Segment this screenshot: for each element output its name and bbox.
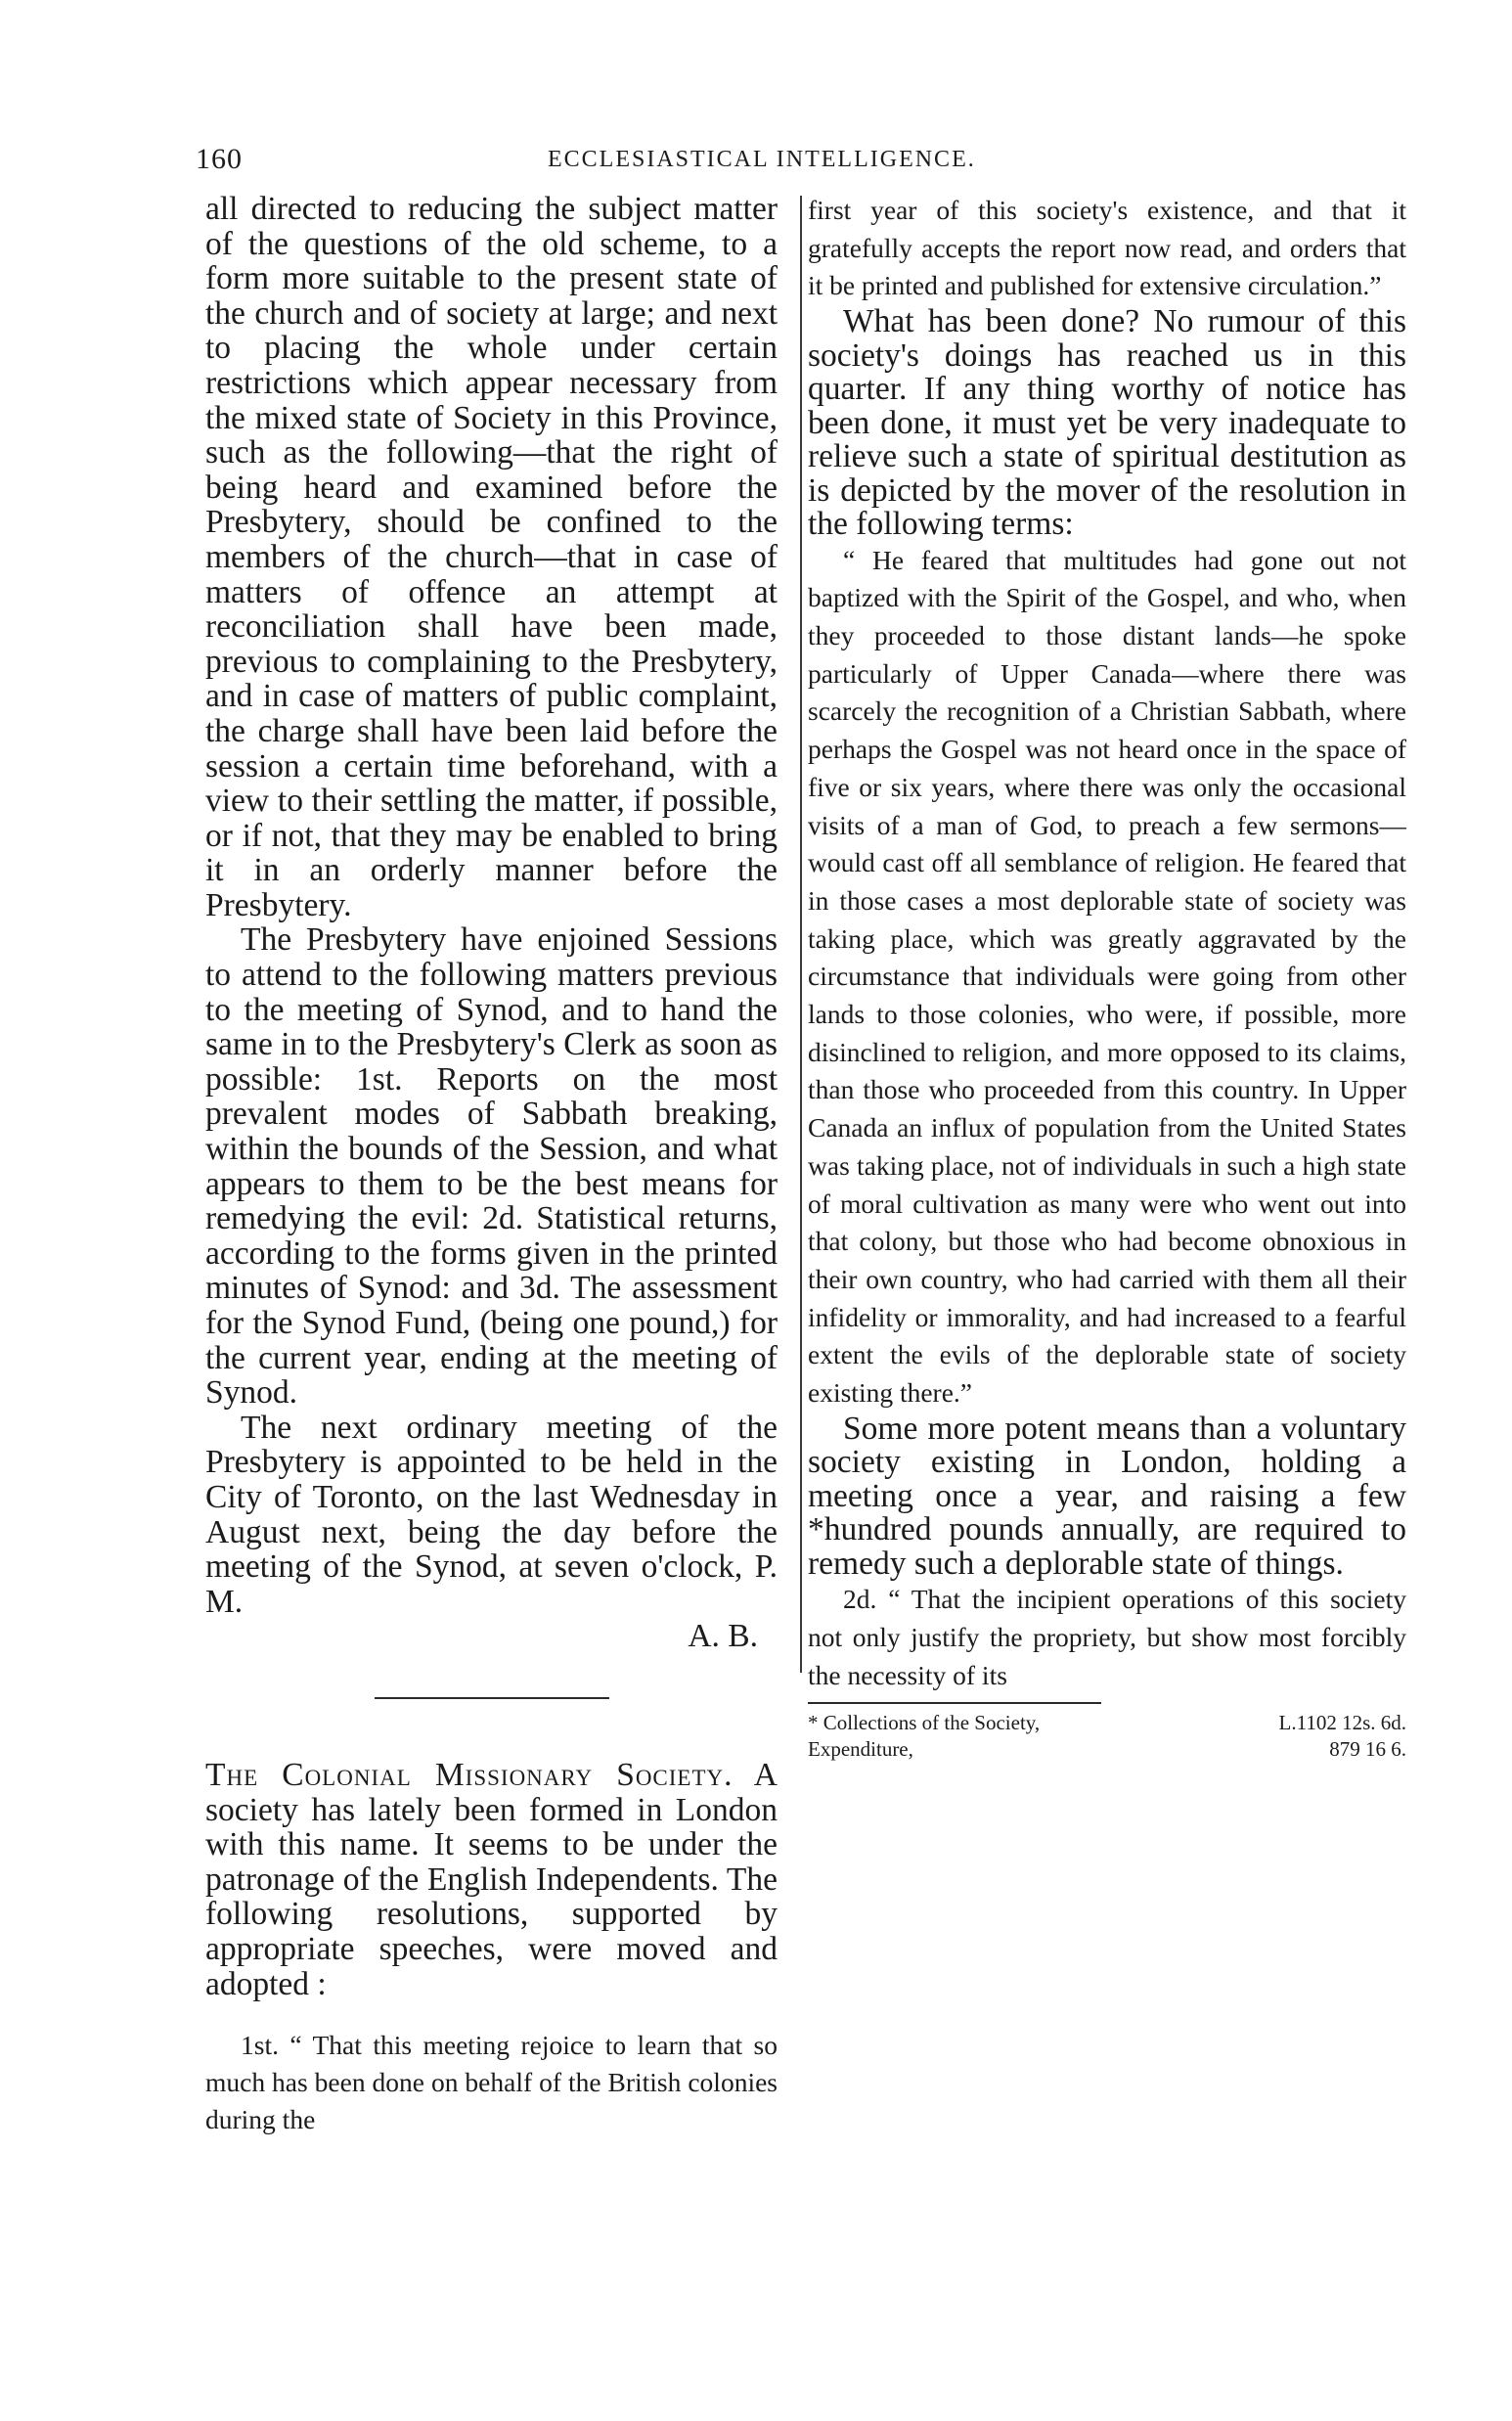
signature: A. B.	[688, 1618, 758, 1655]
footnote-expenditure-label: Expenditure,	[808, 1737, 913, 1762]
section-divider	[375, 1697, 609, 1699]
paragraph-next-meeting: The next ordinary meeting of the Presbytery is appointed to be held in the City of Toronto, on the last Wednesday in August next, being the day before the meeting of the Synod, at seven o'clock, P. M.	[205, 1409, 778, 1620]
resolution-first: 1st. “ That this meeting rejoice to learn that so much has been done on behalf of the British colonies during the	[205, 2030, 778, 2135]
footnote	[808, 1710, 1406, 1763]
column-divider	[800, 196, 802, 1673]
footnote-rule	[808, 1702, 1101, 1704]
paragraph-presbytery-enjoined: The Presbytery have enjoined Sessions to attend to the following matters previous to the meeting of Synod, and to hand the same in to the Presbytery's Clerk as soon as possible: 1st. Reports on the most prevalent modes of Sabbath breaking, within the bounds of the Session, and what appears to them to be the best means for remedying the evil: 2d. Statistical returns, according to the forms given in the printed minutes of Synod: and 3d. The assessment for the Synod Fund, (being one pound,) for the current year, ending at the meeting of Synod.	[205, 921, 778, 1412]
section-title: The Colonial Missionary Society.	[205, 1756, 734, 1793]
resolution-second: 2d. “ That the incipient operations of this society not only justify the propriety, but show most forcibly the necessity of its	[808, 1584, 1406, 1690]
page-header	[196, 143, 1408, 186]
footnote-collections-value: L.1102 12s. 6d.	[1278, 1711, 1406, 1735]
running-head: ECCLESIASTICAL INTELLIGENCE.	[548, 147, 976, 172]
colonial-missionary-society-paragraph	[205, 1758, 778, 2001]
paragraph-more-potent-means: Some more potent means than a voluntary society existing in London, holding a meeting once a year, and raising a few *hundred pounds annually, are required to remedy such a deplorable state of things.	[808, 1410, 1406, 1582]
quote-he-feared: “ He feared that multitudes had gone out not baptized with the Spirit of the Gospel, and who, when they proceeded to those distant lands—he spoke particularly of Upper Canada—where there was scarcely the recognition of a Christian Sabbath, where perhaps the Gospel was not heard once in the space of five or six years, where there was only the occasional visits of a man of God, to preach a few sermons—would cast off all semblance of religion. He feared that in those cases a most deplorable state of society was taking place, which was greatly aggravated by the circumstance that individuals were going from other lands to those colonies, who were, if possible, more disinclined to religion, and more opposed to its claims, than those who proceeded from this country. In Upper Canada an influx of population from the United States was taking place, not of individuals in such a high state of moral cultivation as many were who went out into that colony, but those who had become obnoxious in their own country, who had carried with them all their infidelity or immorality, and had increased to a fearful extent the evils of the deplorable state of society existing there.”	[808, 544, 1406, 1409]
paragraph-first-year: first year of this society's existence, and that it gratefully accepts the report now read, and orders that it be printed and published for extensive circulation.”	[808, 195, 1406, 301]
footnote-expenditure-value: 879 16 6.	[1329, 1737, 1406, 1762]
paragraph-what-has-been-done: What has been done? No rumour of this society's doings has reached us in this quarter. If any thing worthy of notice has been done, it must yet be very inadequate to relieve such a state of spiritual destitution as is depicted by the mover of the resolution in the following terms:	[808, 303, 1406, 543]
signature-line	[205, 1619, 778, 1654]
paragraph-reducing-subject-matter: all directed to reducing the subject matter of the questions of the old scheme, to a form more suitable to the present state of the church and of society at large; and next to placing the whole under certain restrictions which appear necessary from the mixed state of Society in this Province, such as the following—that the right of being heard and examined before the Presbytery, should be confined to the members of the church—that in case of matters of offence an attempt at reconciliation shall have been made, previous to complaining to the Presbytery, and in case of matters of public complaint, the charge shall have been laid before the session a certain time beforehand, with a view to their settling the matter, if possible, or if not, that they may be enabled to bring it in an orderly manner before the Presbytery.	[205, 192, 778, 923]
section-body: A society has lately been formed in London with this name. It seems to be under the patronage of the English Independents. The following resolutions, supported by appropriate speeches, were moved and adopted :	[205, 1756, 778, 2002]
left-column	[205, 192, 778, 2138]
right-column	[808, 192, 1406, 1763]
page-number: 160	[196, 143, 243, 175]
footnote-row-collections	[808, 1710, 1406, 1736]
footnote-collections-label: * Collections of the Society,	[808, 1711, 1041, 1735]
footnote-row-expenditure	[808, 1736, 1406, 1763]
